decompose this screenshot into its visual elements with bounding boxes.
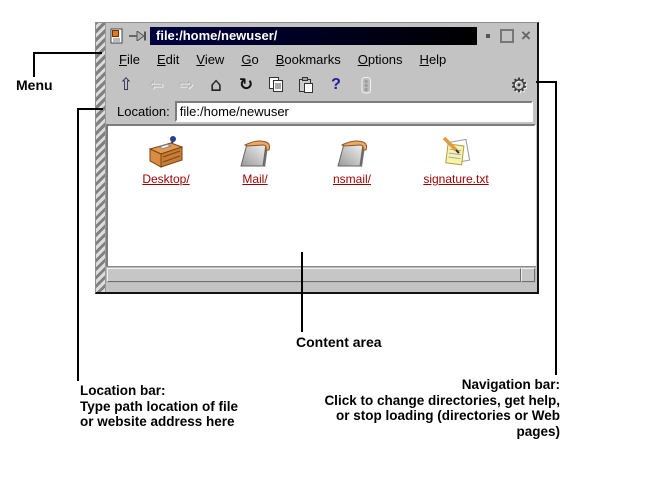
folder-icon (213, 130, 297, 170)
minimize-dot-icon (486, 34, 490, 38)
copy-button[interactable] (267, 74, 285, 96)
file-item-signature[interactable] (414, 130, 498, 188)
stop-button[interactable] (357, 74, 375, 96)
maximize-button[interactable] (499, 28, 515, 44)
back-arrow-icon: ⇦ (148, 75, 164, 95)
location-annotation-line1: Location bar: (80, 383, 166, 398)
gear-logo-icon[interactable]: ⚙ (510, 73, 528, 97)
location-annotation-line2: Type path location of file (80, 398, 239, 414)
file-label[interactable]: Desktop/ (142, 172, 190, 186)
file-item-nsmail[interactable] (310, 130, 394, 188)
navigation-toolbar (106, 71, 536, 99)
folder-icon (310, 130, 394, 170)
annotation-line-navigation-h (536, 81, 557, 83)
location-bar-annotation (80, 383, 238, 430)
scrollbar-corner (521, 268, 535, 282)
paste-icon (298, 77, 314, 93)
forward-button[interactable] (177, 74, 195, 96)
menu-bookmarks[interactable]: Bookmarks (275, 51, 341, 67)
annotation-line-navigation-v (555, 81, 557, 375)
file-label[interactable]: nsmail/ (332, 172, 371, 186)
window-title: file:/home/newuser/ (150, 27, 477, 45)
stop-traffic-light-icon (361, 77, 372, 94)
navigation-annotation-line1: Navigation bar: (461, 377, 560, 392)
menu-options[interactable]: Options (357, 51, 403, 67)
file-label[interactable]: signature.txt (423, 172, 489, 186)
location-input[interactable] (175, 101, 533, 122)
app-menu-icon[interactable] (108, 27, 126, 45)
navigation-annotation-line2: Click to change directories, get help, (324, 392, 560, 408)
annotation-line-menu-h (33, 52, 102, 54)
paste-button[interactable] (297, 74, 315, 96)
reload-button[interactable] (237, 74, 255, 96)
file-item-desktop[interactable] (124, 130, 208, 188)
location-label: Location: (117, 104, 170, 119)
menu-file[interactable]: File (119, 51, 140, 67)
copy-icon (268, 77, 284, 93)
menu-bar (106, 47, 536, 71)
up-button[interactable] (117, 74, 135, 96)
navigation-annotation-line3: or stop loading (directories or Web pages) (335, 408, 560, 439)
reload-icon: ↻ (238, 75, 254, 95)
text-file-pencil-icon (414, 130, 498, 170)
menu-help[interactable]: Help (419, 51, 447, 67)
file-item-mail[interactable] (213, 130, 297, 188)
window-resize-border[interactable] (96, 23, 106, 292)
content-area[interactable] (106, 124, 536, 268)
menu-edit[interactable]: Edit (156, 51, 180, 67)
home-button[interactable] (207, 74, 225, 96)
minimize-button[interactable] (480, 28, 496, 44)
forward-arrow-icon: ⇨ (178, 75, 194, 95)
help-button[interactable] (327, 74, 345, 96)
menu-annotation: Menu (16, 77, 53, 93)
desktop-icon (124, 130, 208, 170)
titlebar[interactable] (106, 25, 536, 47)
file-manager-window (95, 22, 539, 294)
help-question-icon: ? (331, 76, 341, 93)
back-button[interactable] (147, 74, 165, 96)
home-icon: ⌂ (209, 74, 223, 96)
location-bar (106, 99, 536, 124)
horizontal-scrollbar[interactable] (106, 266, 536, 283)
annotation-line-location-h (77, 108, 103, 110)
up-arrow-icon: ⇧ (118, 75, 134, 95)
annotation-line-menu-v (33, 52, 35, 77)
maximize-square-icon (500, 29, 514, 43)
content-area-annotation: Content area (296, 334, 382, 350)
menu-go[interactable]: Go (241, 51, 259, 67)
location-annotation-line3: or website address here (80, 414, 235, 429)
close-button[interactable]: × (521, 26, 531, 45)
navigation-bar-annotation (300, 377, 560, 439)
annotation-line-content-v (301, 252, 303, 332)
annotation-line-location-v (77, 108, 79, 381)
scrollbar-thumb[interactable] (107, 268, 521, 282)
file-label[interactable]: Mail/ (242, 172, 268, 186)
menu-view[interactable]: View (196, 51, 225, 67)
sticky-pin-icon[interactable] (129, 27, 147, 45)
